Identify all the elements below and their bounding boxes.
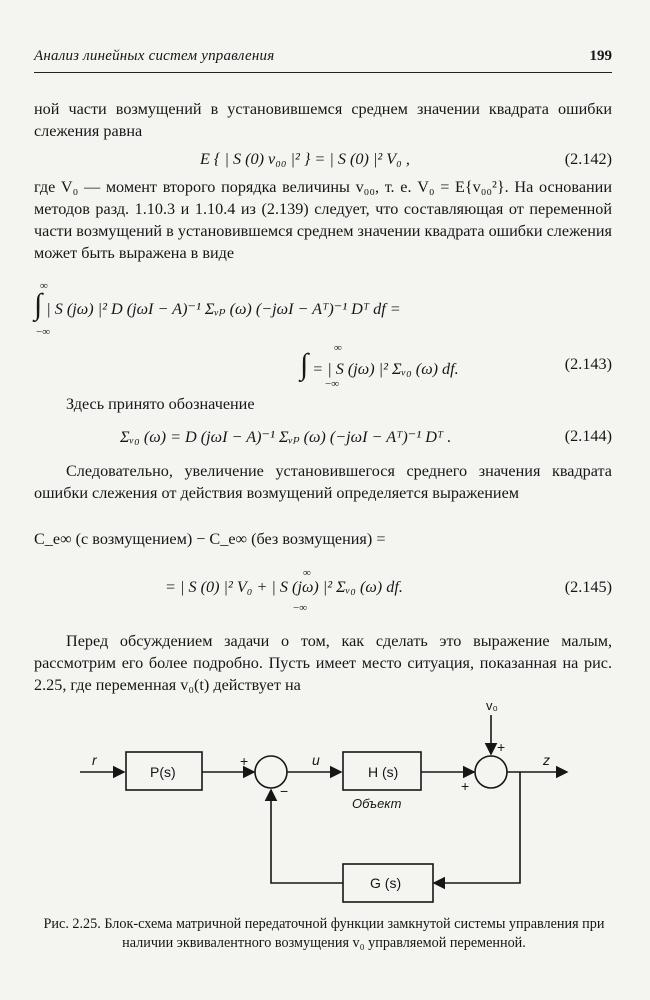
plant-caption: Объект <box>352 796 402 811</box>
equation-2-145-line1: C_e∞ (с возмущением) − C_e∞ (без возмущения) = <box>34 530 386 548</box>
sum1-plus: + <box>240 753 249 769</box>
paragraph-4: Следовательно, увеличение установившегося среднего значения квадрата ошибки слежения от действия возмущений определяется выражением <box>34 462 612 502</box>
equation-number-2-143: (2.143) <box>564 355 612 373</box>
sum2-plus-left: + <box>461 778 470 794</box>
block-diagram <box>0 695 650 910</box>
summing-junction-2 <box>475 756 507 788</box>
integral-lower-limit: −∞ <box>36 326 51 338</box>
equation-number-2-144: (2.144) <box>564 427 612 445</box>
signal-u-label: u <box>312 752 320 768</box>
equation-number-2-145: (2.145) <box>564 578 612 596</box>
sum1-minus: − <box>280 783 289 799</box>
page-number: 199 <box>589 48 612 64</box>
paragraph-5: Перед обсуждением задачи о том, как сделать это выражение малым, рассмотрим его более подробно. Пусть имеет место ситуация, показанная на рис. 2.25, где переменная v₀(t) действует на <box>34 632 612 694</box>
integral-upper-limit: ∞ <box>303 567 311 579</box>
integral-lower-limit: −∞ <box>293 602 308 614</box>
integral-upper-limit: ∞ <box>40 280 48 292</box>
equation-2-145-line2: = | S (0) |² V₀ + | S (jω) |² Σᵥ₀ (ω) df. <box>165 578 403 596</box>
running-header <box>34 48 612 68</box>
block-h-label: H (s) <box>368 764 399 780</box>
paragraph-3: Здесь принято обозначение <box>66 395 255 413</box>
equation-2-142: E { | S (0) v₀₀ |² } = | S (0) |² V₀ , <box>200 150 410 168</box>
sum2-plus-top: + <box>497 739 506 755</box>
output-label: z <box>543 752 550 768</box>
input-label: r <box>92 752 97 768</box>
integral-upper-limit: ∞ <box>334 342 342 354</box>
header-rule <box>34 72 612 73</box>
block-g-label: G (s) <box>370 875 402 891</box>
integral-sign: ∫ <box>34 288 43 321</box>
paragraph-2: где V₀ — момент второго порядка величины v₀₀, т. е. V₀ = E{v₀₀²}. На основании методов разд. 1.10.3 и 1.10.4 из (2.139) следует, что составляющая от переменной части возмущений в установившемся среднем значении квадрата ошибки слежения может быть выражена в виде <box>34 178 612 262</box>
equation-number-2-142: (2.142) <box>564 150 612 168</box>
equation-2-143-line2: ∫ = | S (jω) |² Σᵥ₀ (ω) df. <box>300 348 459 381</box>
integral-sign: ∫ <box>300 348 309 381</box>
chapter-title: Анализ линейных систем управления <box>34 48 275 64</box>
block-p-label: P(s) <box>150 764 176 780</box>
equation-2-143-line1: ∫ | S (jω) |² D (jωI − A)⁻¹ Σᵥₚ (ω) (−jωI − Aᵀ)⁻¹ Dᵀ df = <box>34 288 401 321</box>
integral-lower-limit: −∞ <box>325 378 340 390</box>
disturbance-label: v₀ <box>486 698 498 713</box>
figure-caption: Рис. 2.25. Блок-схема матричной передаточной функции замкнутой системы управления при наличии эквивалентного возмущения v₀ управляемой переменной. <box>43 916 605 951</box>
equation-2-144: Σᵥ₀ (ω) = D (jωI − A)⁻¹ Σᵥₚ (ω) (−jωI − Aᵀ)⁻¹ Dᵀ . <box>120 428 452 446</box>
paragraph-1: ной части возмущений в установившемся среднем значении квадрата ошибки слежения равна <box>34 100 612 140</box>
